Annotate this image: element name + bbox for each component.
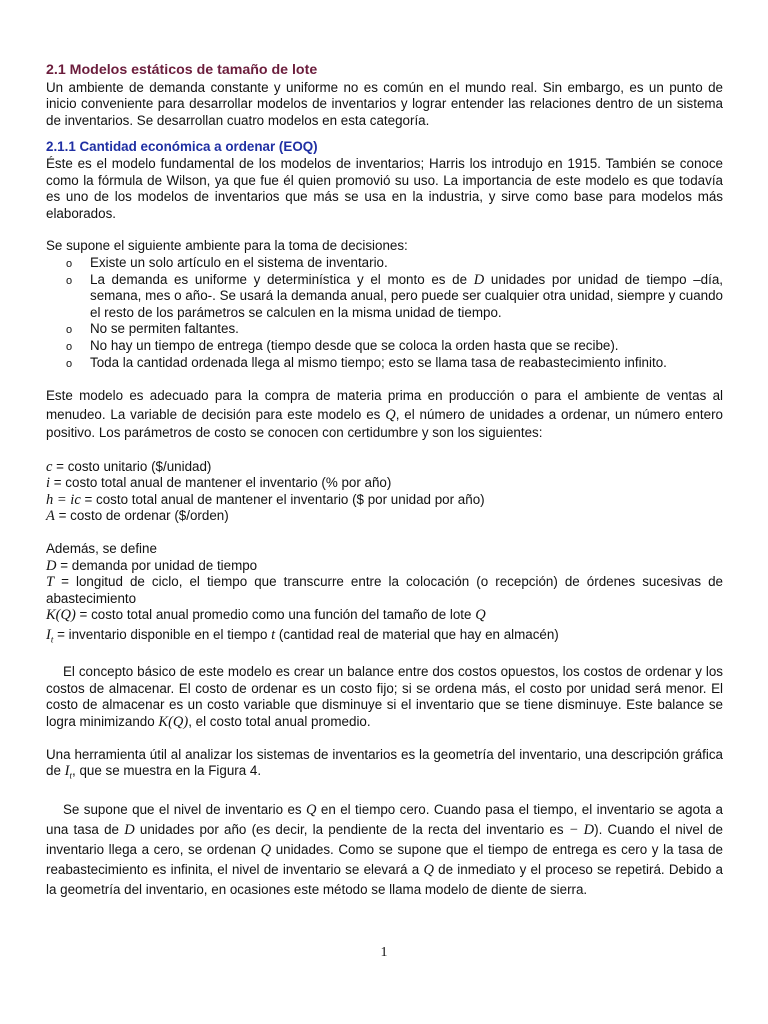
balance-paragraph: El concepto básico de este modelo es crear un balance entre dos costos opuestos, los costos de ordenar y los costos de almacenar. El costo de ordenar es un costo fijo; si se ordena más, el costo por unidad será menor. El costo de almacenar es un costo variable que disminuye si el inventario que se tiene disminuye. Este balance se logra minimizando K(Q), el costo total anual promedio. [46,664,723,730]
model-paragraph: Este modelo es adecuado para la compra de materia prima en producción o para el ambiente de ventas al menudeo. La variable de decisión para este modelo es Q, el número de unidades a ordenar, un número entero positivo. Los parámetros de costo se conocen con certidumbre y son los siguientes: [46,388,723,441]
def-line: K(Q) = costo total anual promedio como una función del tamaño de lote Q [46,607,486,624]
cost-parameters [46,459,723,525]
param-line: A = costo de ordenar ($/orden) [46,508,229,525]
subsection-heading: 2.1.1 Cantidad económica a ordenar (EOQ) [46,139,318,155]
section-heading: 2.1 Modelos estáticos de tamaño de lote [46,62,318,78]
def-line: D = demanda por unidad de tiempo [46,557,258,574]
geometry-paragraph: Una herramienta útil al analizar los sistemas de inventarios es la geometría del inventario, una descripción gráfica de $I_t$, que se muestra en la Figura 4. [46,746,723,781]
document-page [46,62,723,899]
list-item: o Toda la cantidad ordenada llega al mismo tiempo; esto se llama tasa de reabastecimiento infinito. [90,355,723,372]
list-item: o Existe un solo artículo en el sistema de inventario. [90,255,723,272]
param-line: i = costo total anual de mantener el inventario (% por año) [46,475,392,492]
assumptions-lead: Se supone el siguiente ambiente para la toma de decisiones: [46,238,408,254]
definitions-lead: Además, se define [46,540,157,556]
list-item: o La demanda es uniforme y determinística y el monto es de D unidades por unidad de tiempo –día, semana, mes o año-. Se usará la demanda anual, pero puede ser cualquier otra unidad, siempre y cuando el resto de los parámetros se calculen en la misma unidad de tiempo. [90,272,723,322]
eoq-paragraph: Éste es el modelo fundamental de los modelos de inventarios; Harris los introdujo en 1915. También se conoce como la fórmula de Wilson, ya que fue él quien promovió su uso. La importancia de este modelo es que todavía es uno de los modelos de inventarios que más se usa en la industria, y sirve como base para modelos más elaborados. [46,155,723,221]
param-line: c = costo unitario ($/unidad) [46,458,212,475]
param-line: h = ic = costo total anual de mantener el inventario ($ por unidad por año) [46,491,485,508]
def-line: $I_t$ = inventario disponible en el tiempo t (cantidad real de material que hay en almacén) [46,626,559,645]
assumptions-list [46,255,723,371]
def-line: T = longitud de ciclo, el tiempo que transcurre entre la colocación (o recepción) de órdenes sucesivas de abastecimiento [46,574,723,606]
definitions [46,541,723,648]
section-intro: Un ambiente de demanda constante y uniforme no es común en el mundo real. Sin embargo, es un punto de inicio conveniente para desarrollar modelos de inventarios y lograr entender las relaciones dentro de un sistema de inventarios. Se desarrollan cuatro modelos en esta categoría. [46,79,723,128]
list-item: o No hay un tiempo de entrega (tiempo desde que se coloca la orden hasta que se recibe). [90,338,723,355]
sawtooth-paragraph: Se supone que el nivel de inventario es Q en el tiempo cero. Cuando pasa el tiempo, el inventario se agota a una tasa de D unidades por año (es decir, la pendiente de la recta del inventario es − D). Cuando el nivel de inventario llega a cero, se ordenan Q unidades. Como se supone que el tiempo de entrega es cero y la tasa de reabastecimiento es infinita, el nivel de inventario se elevará a Q de inmediato y el proceso se repetirá. Debido a la geometría del inventario, en ocasiones este método se llama modelo de diente de sierra. [46,802,723,898]
page-number: 1 [380,945,388,960]
list-item: o No se permiten faltantes. [90,321,723,338]
